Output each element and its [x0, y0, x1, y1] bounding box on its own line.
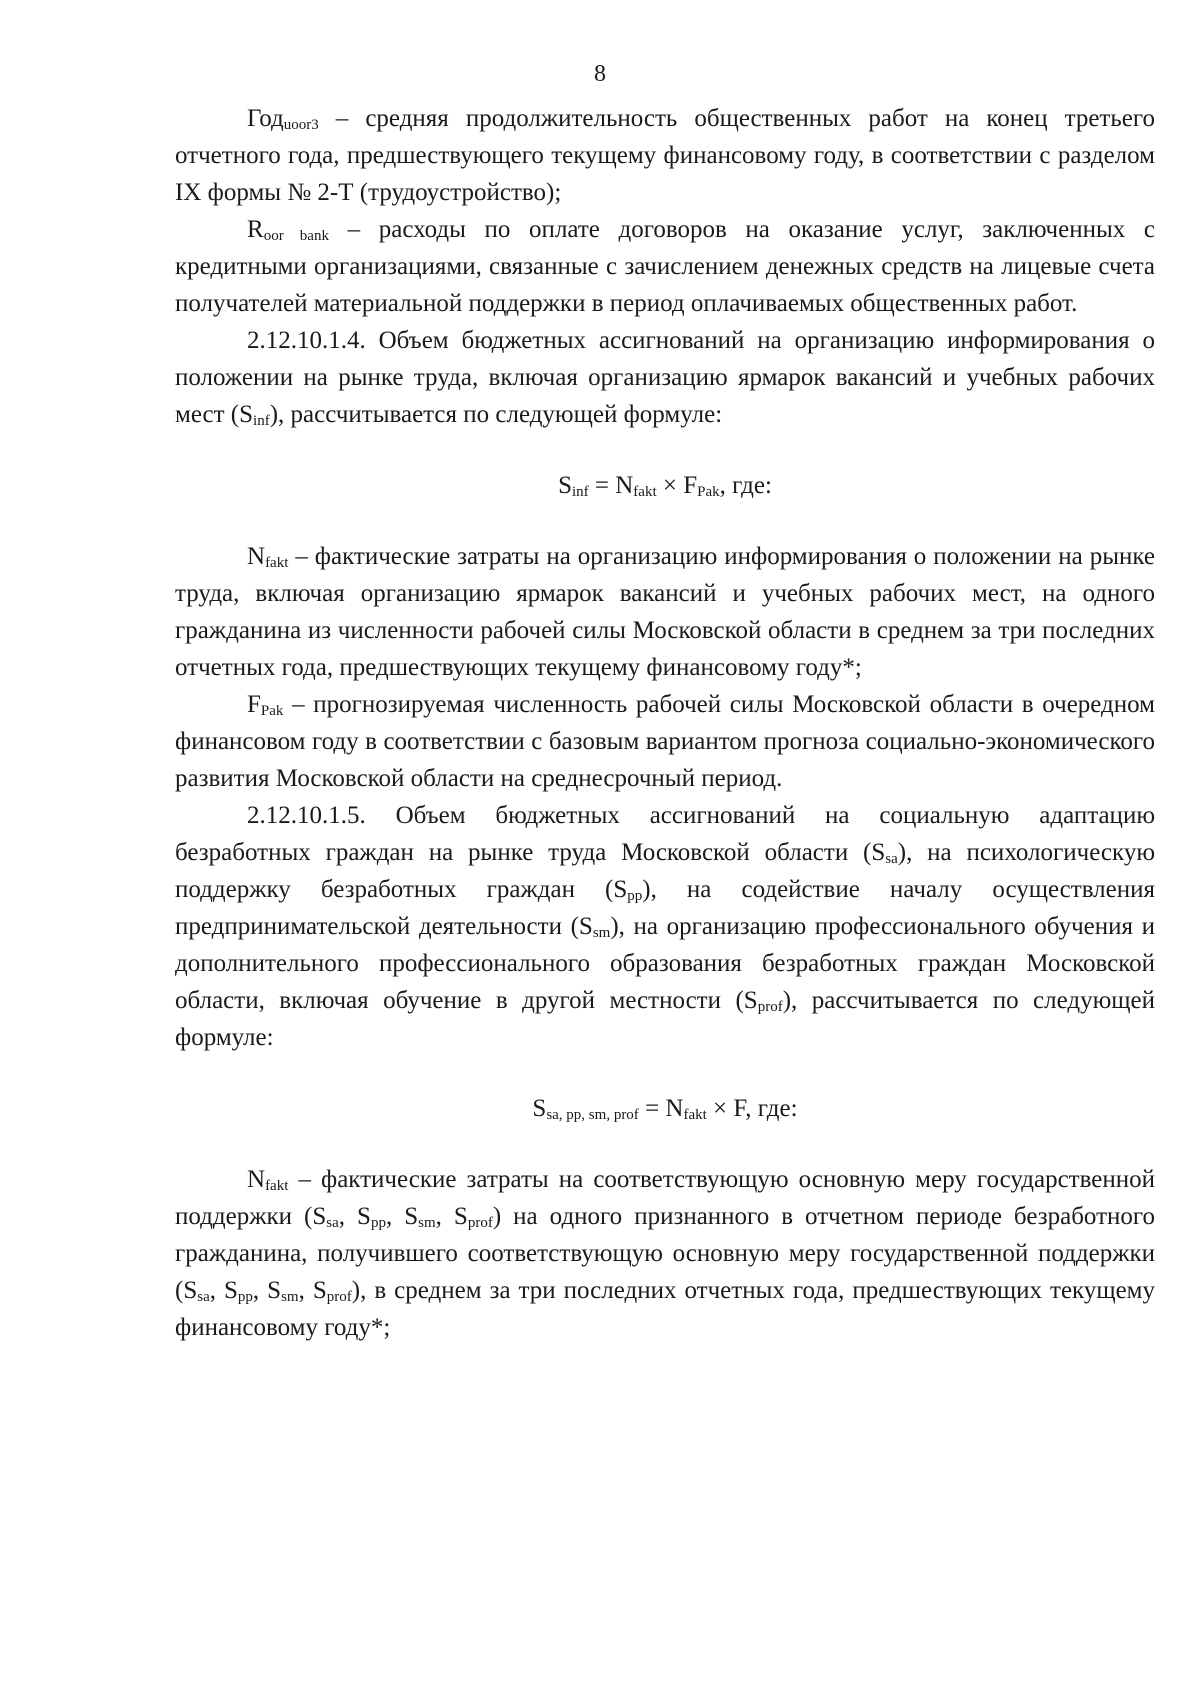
paragraph-text: 2.12.10.1.5. Объем бюджетных ассигнований на социальную адаптацию безработных граждан на рынке труда Московской области (S: [175, 802, 1155, 866]
subscript: pp: [237, 1289, 253, 1305]
formula-subscript: fakt: [683, 1107, 707, 1123]
term-f: F: [247, 691, 261, 718]
paragraph-text: , S: [338, 1203, 371, 1230]
paragraph-text: ), рассчитывается по следующей формуле:: [175, 987, 1156, 1051]
paragraph-text: ), в среднем за три последних отчетных года, предшествующих текущему финансовому году*;: [175, 1277, 1155, 1341]
paragraph-text: ), на психологическую поддержку безработных граждан (S: [175, 839, 1155, 903]
formula-tail: × F, где:: [706, 1095, 798, 1122]
formula-symbol: × F: [656, 472, 698, 499]
formula-tail: , где:: [719, 472, 772, 499]
paragraph-text: – фактические затраты на организацию информирования о положении на рынке труда, включая организацию ярмарок вакансий и учебных рабочих мест, на одного гражданина из численности рабочей силы Московской области в среднем за три последних отчетных года, предшествующих текущему финансовому году*;: [175, 543, 1155, 681]
paragraph-text: 2.12.10.1.4. Объем бюджетных ассигнований на организацию информирования о положении на рынке труда, включая организацию ярмарок вакансий и учебных рабочих мест (S: [175, 327, 1155, 428]
paragraph-text: – средняя продолжительность общественных работ на конец третьего отчетного года, предшествующего текущему финансовому году, в соответствии с разделом IX формы № 2-Т (трудоустройство);: [175, 105, 1155, 206]
formula-subscript: fakt: [633, 484, 657, 500]
paragraph-text: , S: [252, 1277, 282, 1304]
paragraph-text: ), рассчитывается по следующей формуле:: [269, 401, 723, 428]
term-n: N: [247, 543, 266, 570]
paragraph-text: ) на одного признанного в отчетном периоде безработного гражданина, получившего соответствующую основную меру государственной поддержки (S: [175, 1203, 1156, 1304]
paragraph-text: , S: [435, 1203, 468, 1230]
subscript: prof: [467, 1215, 493, 1231]
term-n-subscript: fakt: [265, 1178, 289, 1194]
paragraph-text: ), на содействие началу осуществления предпринимательской деятельности (S: [175, 876, 1156, 940]
term-r-subscript: oor bank: [263, 228, 329, 244]
formula-symbol: S: [532, 1095, 547, 1122]
paragraph-text: ), на организацию профессионального обучения и дополнительного профессионального образования безработных граждан Московской области, включая обучение в другой местности (S: [175, 913, 1155, 1014]
document-body: [175, 100, 1155, 1346]
paragraph-text: – фактические затраты на соответствующую основную меру государственной поддержки (S: [175, 1166, 1155, 1230]
subscript: sm: [418, 1215, 436, 1231]
subscript: inf: [253, 413, 270, 429]
paragraph-text: – расходы по оплате договоров на оказание услуг, заключенных с кредитными организациями, связанные с зачислением денежных средств на лицевые счета получателей материальной поддержки в период оплачиваемых общественных работ.: [175, 216, 1155, 317]
subscript: prof: [326, 1289, 352, 1305]
formula-symbol: = N: [588, 472, 634, 499]
page-number: 8: [594, 61, 606, 87]
paragraph-god-uoor3: [175, 100, 1155, 211]
formula-subscript: inf: [571, 484, 589, 500]
paragraph-text: , S: [385, 1203, 419, 1230]
subscript: pp: [627, 888, 643, 904]
subscript: pp: [370, 1215, 386, 1231]
subscript: prof: [757, 999, 783, 1015]
paragraph-r-oor-bank: [175, 211, 1155, 322]
paragraph-text: , S: [298, 1277, 327, 1304]
subscript: sm: [592, 925, 611, 941]
formula-symbol: S: [558, 472, 572, 499]
subscript: sa: [326, 1215, 339, 1231]
term-n-subscript: fakt: [265, 555, 289, 571]
paragraph-2-12-10-1-4: [175, 322, 1155, 433]
term-god-subscript: uoor3: [283, 117, 319, 133]
term-r: R: [247, 216, 264, 243]
formula-s-sa-pp-sm-prof: [175, 1090, 1155, 1127]
term-god: Год: [247, 105, 284, 132]
formula-symbol: = N: [638, 1095, 684, 1122]
paragraph-2-12-10-1-5: [175, 797, 1155, 1056]
paragraph-n-fakt-measures: [175, 1161, 1155, 1346]
subscript: sm: [281, 1289, 299, 1305]
subscript: sa: [197, 1289, 210, 1305]
paragraph-text: , S: [209, 1277, 238, 1304]
paragraph-text: – прогнозируемая численность рабочей силы Московской области в очередном финансовом году в соответствии с базовым вариантом прогноза социально-экономического развития Московской области на среднесрочный период.: [175, 691, 1155, 792]
paragraph-n-fakt-inf: [175, 538, 1155, 686]
term-f-subscript: Pak: [260, 703, 284, 719]
subscript: sa: [885, 851, 898, 867]
paragraph-f-pak: [175, 686, 1155, 797]
formula-s-inf: [175, 467, 1155, 504]
formula-subscript: Pak: [697, 484, 720, 500]
term-n: N: [247, 1166, 266, 1193]
formula-subscript: sa, pp, sm, prof: [546, 1107, 639, 1123]
